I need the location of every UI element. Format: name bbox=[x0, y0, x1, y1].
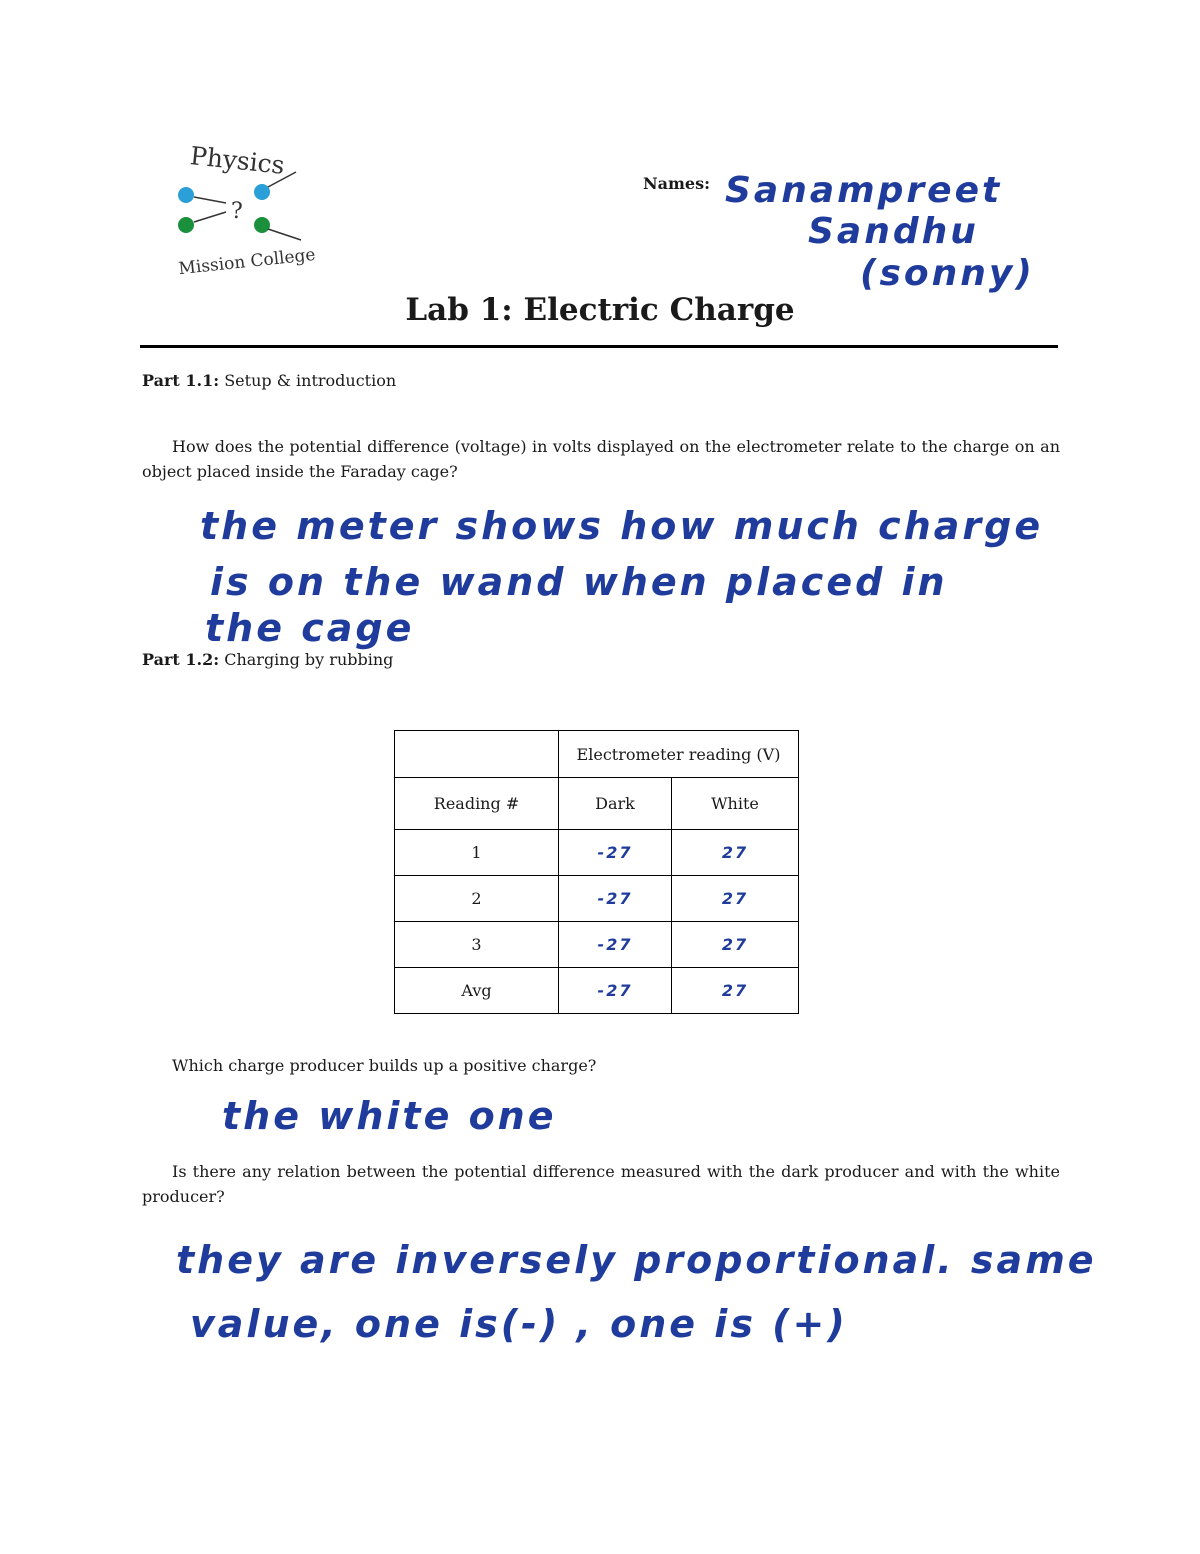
logo-blue-dot-right bbox=[254, 184, 270, 200]
logo-arrow-2 bbox=[194, 212, 226, 222]
part-1-1-heading bbox=[142, 371, 396, 390]
page-title: Lab 1: Electric Charge bbox=[405, 292, 795, 328]
white-value: 27 bbox=[672, 830, 799, 876]
col-header-dark: Dark bbox=[559, 778, 672, 830]
handwritten-name-line-3: (sonny) bbox=[860, 253, 1035, 294]
logo-question-mark: ? bbox=[231, 199, 243, 224]
table-group-header: Electrometer reading (V) bbox=[559, 731, 799, 778]
dark-value: -27 bbox=[559, 922, 672, 968]
table-header-row bbox=[395, 731, 799, 778]
part-1-2-heading bbox=[142, 650, 393, 669]
logo-arrow-4 bbox=[268, 229, 301, 240]
logo-bottom-text: Mission College bbox=[177, 244, 317, 280]
table-column-header-row bbox=[395, 778, 799, 830]
table-empty-cell bbox=[395, 731, 559, 778]
row-label: 3 bbox=[395, 922, 559, 968]
table-row bbox=[395, 922, 799, 968]
part-1-2-title: Charging by rubbing bbox=[224, 650, 394, 669]
row-label: 1 bbox=[395, 830, 559, 876]
white-value: 27 bbox=[672, 876, 799, 922]
dark-value: -27 bbox=[559, 830, 672, 876]
table-row bbox=[395, 968, 799, 1014]
answer-relation-line-2: value, one is(-) , one is (+) bbox=[190, 1302, 848, 1346]
answer-1-line-3: the cage bbox=[205, 606, 415, 650]
part-1-1-title: Setup & introduction bbox=[224, 371, 397, 390]
table-row bbox=[395, 830, 799, 876]
logo-green-dot-left bbox=[178, 217, 194, 233]
part-1-1-label: Part 1.1: bbox=[142, 371, 220, 390]
part-1-2-label: Part 1.2: bbox=[142, 650, 220, 669]
title-rule bbox=[140, 345, 1058, 348]
answer-relation-line-1: they are inversely proportional. same bbox=[176, 1238, 1097, 1282]
row-label: Avg bbox=[395, 968, 559, 1014]
answer-positive: the white one bbox=[222, 1094, 557, 1138]
answer-1-line-2: is on the wand when placed in bbox=[210, 560, 948, 604]
logo-green-dot-right bbox=[254, 217, 270, 233]
logo-blue-dot-left bbox=[178, 187, 194, 203]
electrometer-table bbox=[394, 730, 799, 1014]
logo-arrow-1 bbox=[194, 197, 226, 203]
question-voltage-charge: How does the potential difference (voltage) in volts displayed on the electrometer relate to the charge on an object placed inside the Faraday cage? bbox=[142, 437, 1060, 481]
white-value: 27 bbox=[672, 968, 799, 1014]
answer-1-line-1: the meter shows how much charge bbox=[200, 504, 1044, 548]
physics-mission-college-logo bbox=[168, 140, 318, 285]
table-row bbox=[395, 876, 799, 922]
col-header-white: White bbox=[672, 778, 799, 830]
col-header-reading: Reading # bbox=[395, 778, 559, 830]
dark-value: -27 bbox=[559, 968, 672, 1014]
row-label: 2 bbox=[395, 876, 559, 922]
logo-top-text: Physics bbox=[188, 141, 286, 180]
question-positive-charge: Which charge producer builds up a positive charge? bbox=[172, 1056, 597, 1075]
handwritten-name-line-2: Sandhu bbox=[808, 211, 979, 252]
names-label: Names: bbox=[643, 174, 711, 193]
question-relation: Is there any relation between the potential difference measured with the dark producer and with the white producer? bbox=[142, 1162, 1060, 1206]
white-value: 27 bbox=[672, 922, 799, 968]
handwritten-name-line-1: Sanampreet bbox=[725, 170, 1003, 211]
dark-value: -27 bbox=[559, 876, 672, 922]
